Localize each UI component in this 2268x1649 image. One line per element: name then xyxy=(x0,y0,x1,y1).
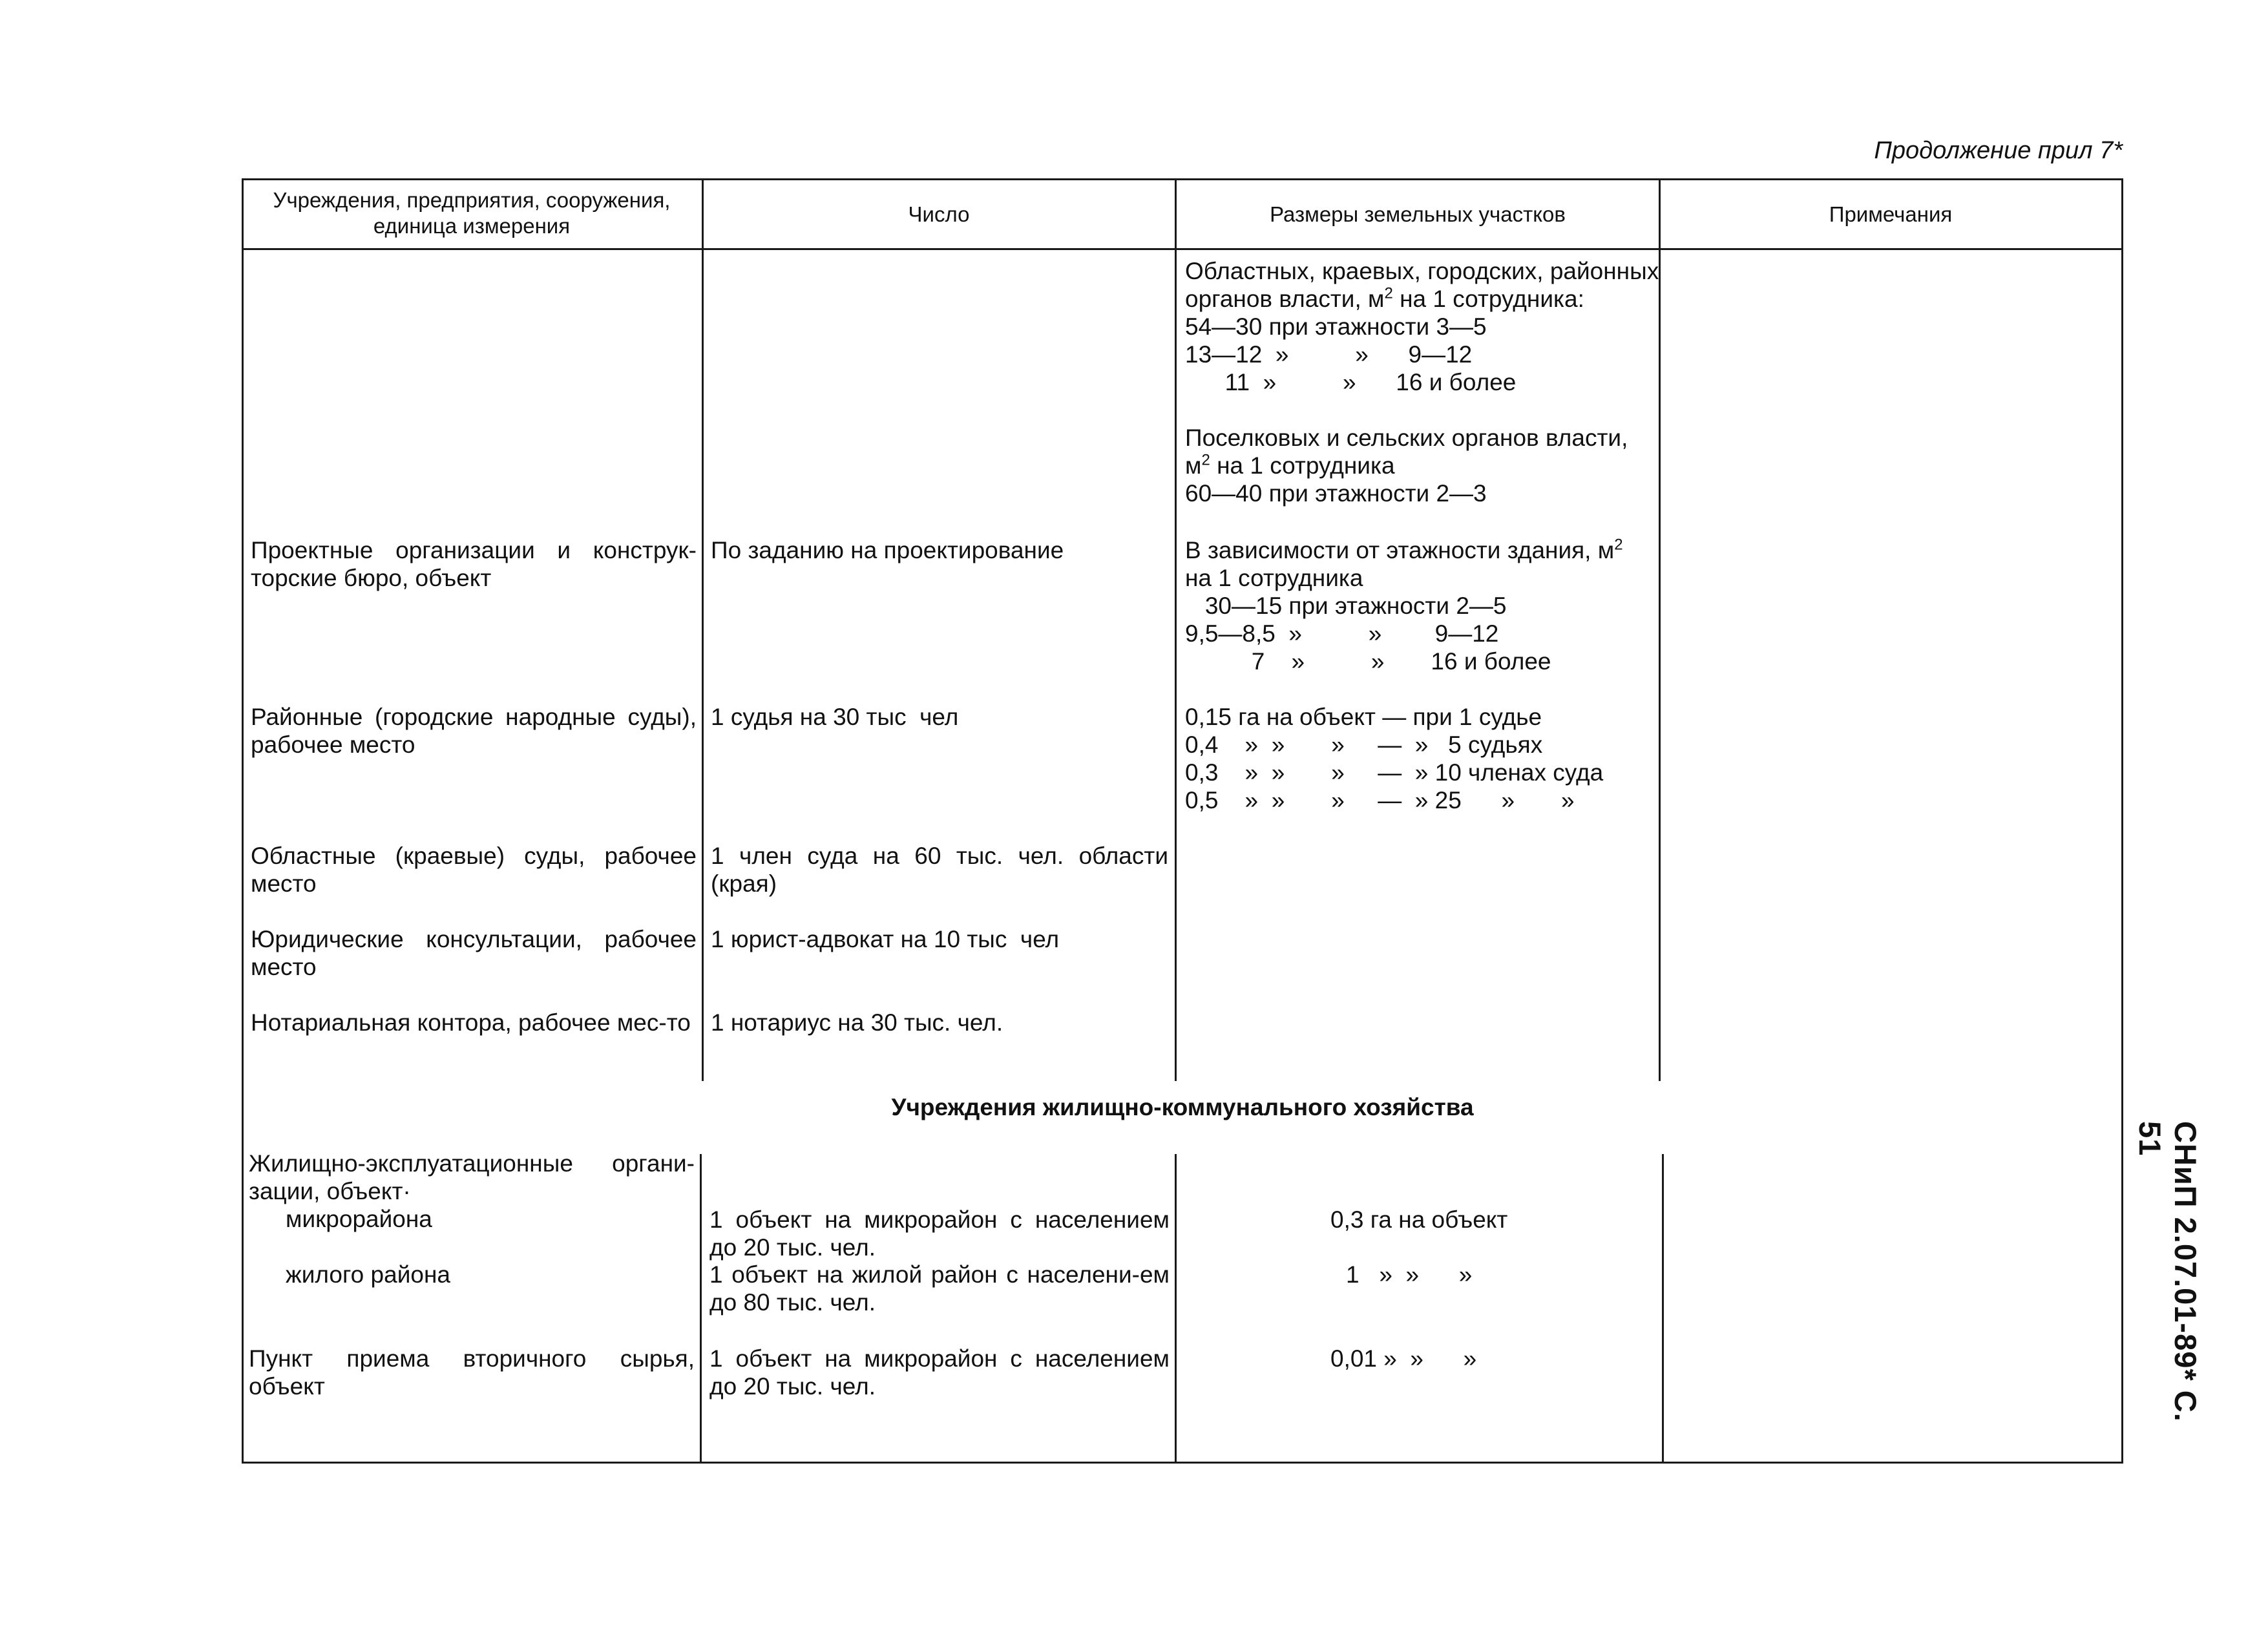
norm-number: По заданию на проектирование xyxy=(711,537,1064,563)
table-bottom-border xyxy=(242,1462,2123,1464)
institution-subname: жилого района xyxy=(286,1261,450,1288)
area-line: 0,5 » » » — » 25 » » xyxy=(1185,787,1575,814)
area-line: $м^2$ на 1 сотрудника xyxy=(1185,451,1395,479)
norm-number: 1 юрист-адвокат на 10 тыс чел xyxy=(711,926,1060,952)
area-line: 54—30 при этажности 3—5 xyxy=(1185,313,1487,340)
column-divider-3-upper xyxy=(1659,178,1661,1081)
column-header-notes: Примечания xyxy=(1829,202,1953,226)
column-header-land-size: Размеры земельных участков xyxy=(1270,202,1566,226)
area-line: 0,3 » » » — » 10 членах суда xyxy=(1185,759,1604,786)
area-line: 9,5—8,5 » » 9—12 xyxy=(1185,620,1499,647)
area-line: 30—15 при этажности 2—5 xyxy=(1185,593,1507,619)
institution-name: Нотариальная контора, рабочее мес-то xyxy=(251,1009,691,1036)
norm-number: 1 судья на 30 тыс чел xyxy=(711,704,959,730)
column-divider-2-lower xyxy=(1175,1154,1177,1464)
institution-name: Юридические консультации, рабочее место xyxy=(251,926,697,980)
table-right-border xyxy=(2121,178,2123,1464)
institution-name: Пункт приема вторичного сырья, объект xyxy=(249,1345,695,1400)
area-line: 7 » » 16 и более xyxy=(1185,648,1551,675)
area-value: 0,3 га на объект xyxy=(1330,1206,1508,1233)
norm-number: 1 объект на микрорайон с населением до 20 тыс. чел. xyxy=(709,1345,1170,1400)
table-header-bottom-border xyxy=(242,248,2123,250)
norm-number: 1 объект на микрорайон с населением до 20 тыс. чел. xyxy=(709,1206,1170,1261)
section-heading: Учреждения жилищно-коммунального хозяйства xyxy=(891,1094,1474,1120)
area-line: органов власти, $м^2$ на 1 сотрудника: xyxy=(1185,284,1584,312)
document-code-page-number: СНиП 2.07.01-89* С. 51 xyxy=(2133,1121,2203,1422)
area-line: 11 » » 16 и более xyxy=(1185,369,1517,395)
column-divider-1-upper xyxy=(702,178,704,1081)
norm-number: 1 нотариус на 30 тыс. чел. xyxy=(711,1009,1003,1036)
area-line: на 1 сотрудника xyxy=(1185,565,1363,591)
area-line: Областных, краевых, городских, районных xyxy=(1185,258,1659,284)
norm-number: 1 член суда на 60 тыс. чел. области (края) xyxy=(711,843,1168,897)
area-line: Поселковых и сельских органов власти, xyxy=(1185,425,1628,451)
area-line: 0,4 » » » — » 5 судьях xyxy=(1185,731,1543,758)
institution-name: Областные (краевые) суды, рабочее место xyxy=(251,843,697,897)
area-line: В зависимости от этажности здания, $м^2$ xyxy=(1185,536,1623,563)
area-value: 0,01 » » » xyxy=(1330,1345,1477,1372)
column-divider-1-lower xyxy=(700,1154,702,1464)
area-line: 0,15 га на объект — при 1 судье xyxy=(1185,704,1542,730)
norm-number: 1 объект на жилой район с населени-ем до 80 тыс. чел. xyxy=(709,1261,1170,1316)
area-line: 60—40 при этажности 2—3 xyxy=(1185,480,1487,507)
table-top-border xyxy=(242,178,2123,180)
column-header-number: Число xyxy=(908,202,970,226)
area-line: 13—12 » » 9—12 xyxy=(1185,341,1473,368)
column-divider-3-lower xyxy=(1662,1154,1664,1464)
continuation-label: Продолжение прил 7* xyxy=(1874,137,2123,164)
institution-name: Жилищно-эксплуатационные органи-зации, объект· xyxy=(249,1150,695,1204)
area-value: 1 » » » xyxy=(1346,1261,1473,1288)
column-divider-2-upper xyxy=(1175,178,1177,1081)
institution-name: Районные (городские народные суды), рабочее место xyxy=(251,704,697,758)
table-left-border xyxy=(242,178,244,1464)
institution-name: Проектные организации и конструк-торские бюро, объект xyxy=(251,537,697,591)
institution-subname: микрорайона xyxy=(286,1206,432,1232)
column-header-institution: Учреждения, предприятия, сооружения, единица измерения xyxy=(273,188,671,238)
